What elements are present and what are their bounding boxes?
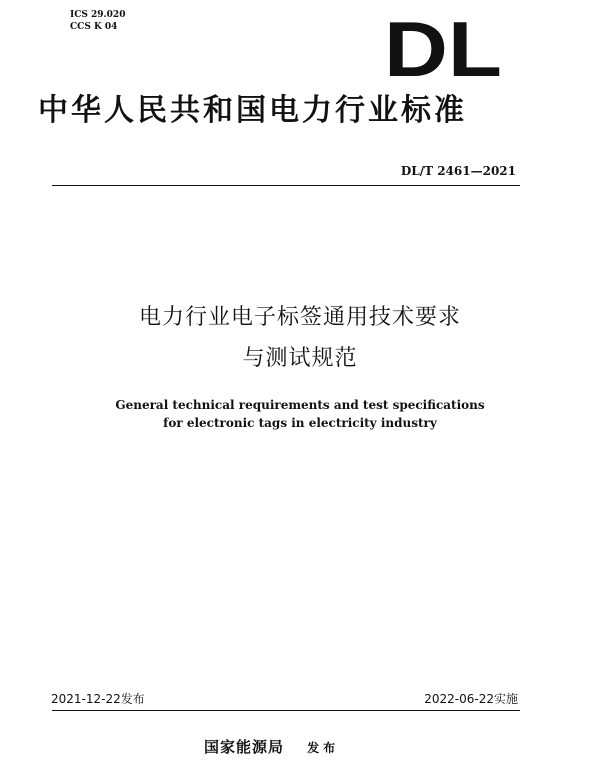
en-title-line1: General technical requirements and test specifications: [115, 398, 485, 412]
dl-logo-text: DL: [384, 18, 502, 78]
implement-date: 2022-06-22实施: [424, 692, 518, 706]
publish-date: 2021-12-22发布: [51, 692, 145, 706]
issuer-name: 国家能源局: [204, 738, 285, 756]
cn-title-line1: 电力行业电子标签通用技术要求: [138, 305, 461, 330]
standard-number: DL/T 2461—2021: [400, 164, 516, 178]
cn-title-line2: 与测试规范: [242, 346, 358, 371]
issuer-action: 发布: [307, 741, 340, 755]
org-title: 中华人民共和国电力行业标准: [38, 93, 467, 128]
header-divider: [52, 185, 520, 186]
ics-code: ICS 29.020: [70, 10, 126, 20]
classification-codes: [70, 9, 125, 33]
ccs-code: CCS K 04: [70, 22, 118, 32]
footer-divider: [52, 710, 520, 711]
issuer: [204, 736, 339, 757]
en-title-line2: for electronic tags in electricity industry: [163, 416, 437, 430]
dl-logo: [384, 18, 502, 78]
